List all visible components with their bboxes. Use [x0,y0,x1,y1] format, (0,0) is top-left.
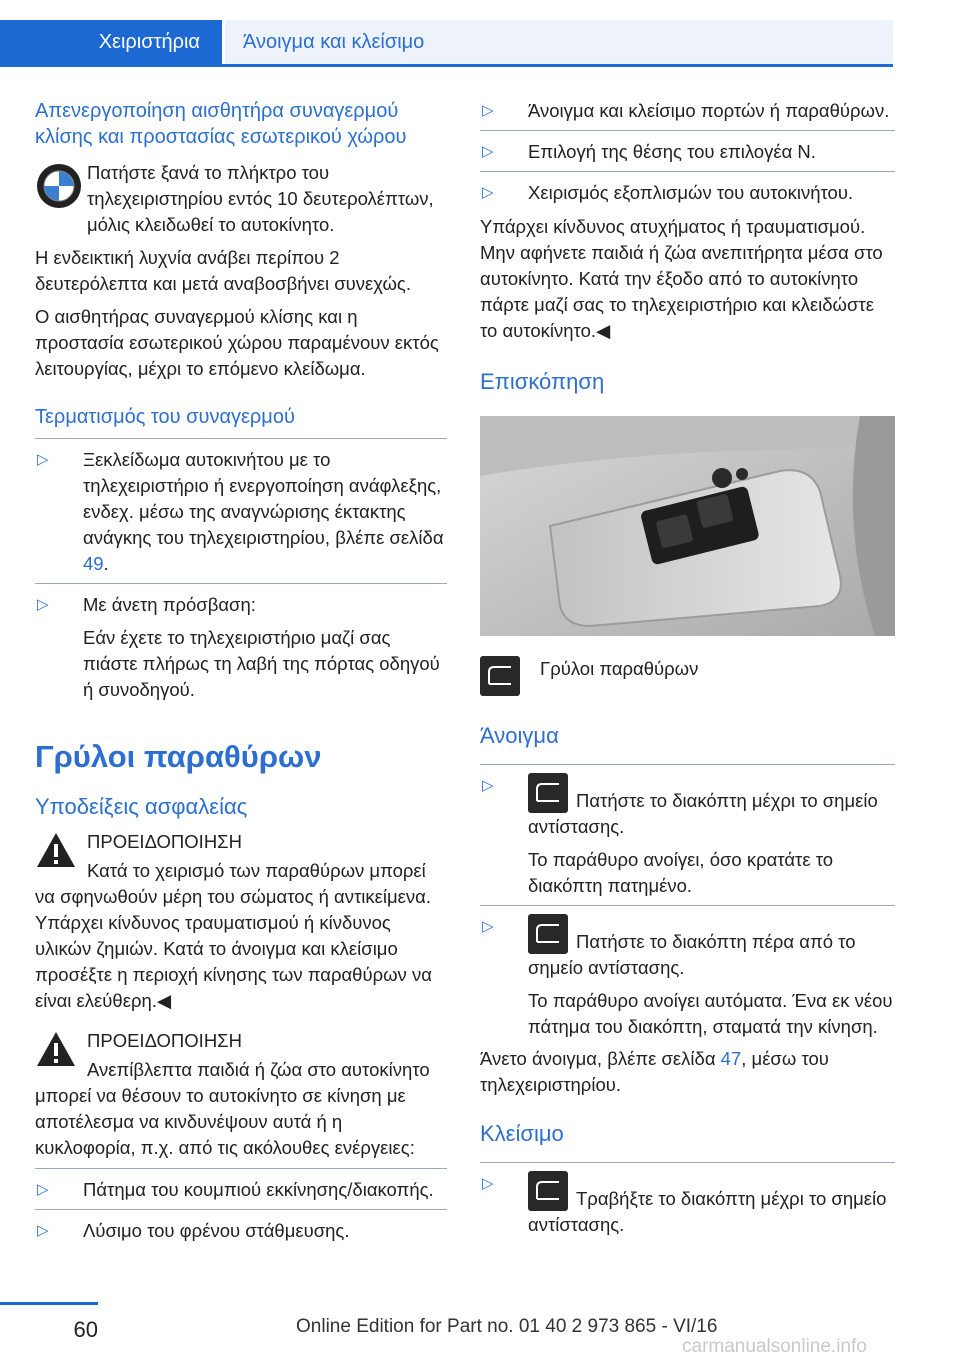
windows-heading: Γρύλοι παραθύρων [35,739,322,774]
warning-triangle-icon [35,831,77,869]
bullet-triangle-icon: ▷ [37,596,49,613]
window-switch-icon [480,656,520,696]
separator [480,764,895,765]
bullet-triangle-icon: ▷ [482,102,494,119]
bullet-text: Πατήστε το διακόπτη μέχρι το σημείο αντίστασης. [528,790,878,837]
photo-caption-row [480,656,895,700]
bullet-text: Επιλογή της θέσης του επιλογέα N. [528,141,816,162]
alarm-end-heading: Τερματισμός του συναγερμού [35,406,295,428]
window-switch-icon [528,773,568,813]
window-switch-icon [528,1171,568,1211]
photo-caption: Γρύλοι παραθύρων [540,658,699,679]
bullet-subtext: Το παράθυρο ανοίγει, όσο κρατάτε το διακόπτη πατημένο. [528,849,834,896]
right-column [480,98,895,1243]
bullet-text: Με άνετη πρόσβαση: [83,594,256,615]
warning-2-text: Ανεπίβλεπτα παιδιά ή ζώα στο αυτοκίνητο μπορεί να θέσουν το αυτοκίνητο σε κίνηση με αποτέλεσμα να κινδυνέψουν αυτά ή η κυκλοφορία, π.χ. από τις ακόλουθες ενέργειες: [35,1059,430,1158]
warning-2-label: ΠΡΟΕΙΔΟΠΟΙΗΣΗ [87,1030,242,1051]
separator [480,171,895,172]
list-item [35,1177,447,1203]
list-item [35,1218,447,1244]
list-item [480,773,895,899]
bullet-triangle-icon: ▷ [37,1181,49,1198]
list-item [35,592,447,703]
door-panel-image [480,416,895,636]
bullet-triangle-icon: ▷ [482,184,494,201]
comfort-paragraph [480,1046,895,1098]
list-item [35,447,447,577]
bullet-subtext: Το παράθυρο ανοίγει αυτόματα. Ένα εκ νέου πάτημα του διακόπτη, σταματά την κίνηση. [528,990,893,1037]
bullet-text: Τραβήξτε το διακόπτη μέχρι το σημείο αντίστασης. [528,1188,887,1235]
comfort-text: Άνετο άνοιγμα, βλέπε σελίδα [480,1048,721,1069]
page-link[interactable]: 47 [720,1048,742,1069]
bmw-logo-icon [35,162,83,210]
header-chapter-label: Άνοιγμα και κλείσιμο [243,30,425,53]
header-rule [0,64,893,67]
list-item [480,1171,895,1238]
page-number: 60 [73,1317,98,1342]
bullet-triangle-icon: ▷ [482,143,494,160]
bullet-end: . [103,553,109,574]
warning-2-label-row [35,1028,447,1054]
bullet-text: Άνοιγμα και κλείσιμο πορτών ή παραθύρων. [528,100,890,121]
list-item [480,139,895,165]
safety-heading: Υποδείξεις ασφαλείας [35,794,248,819]
header-section-label: Χειριστήρια [98,30,200,53]
bullet-text: Ξεκλείδωμα αυτοκινήτου με το τηλεχειριστήριο ή ενεργοποίηση ανάφλεξης, ενδεχ. μέσω της αναγνώρισης έκτακτης ανάγκης του τηλεχειριστηρίου, βλέπε σελίδα [83,449,444,548]
page-link[interactable]: 49 [83,553,104,574]
list-item [480,180,895,206]
deactivate-paragraph-1 [35,160,447,238]
warning-1-label: ΠΡΟΕΙΔΟΠΟΙΗΣΗ [87,831,242,852]
deactivate-text-1: Πατήστε ξανά το πλήκτρο του τηλεχειριστηρίου εντός 10 δευτερολέπτων, μόλις κλειδωθεί το αυτοκίνητο. [87,162,434,235]
edition-text: Online Edition for Part no. 01 40 2 973 865 - VI/16 [296,1316,718,1337]
separator [480,130,895,131]
bullet-text: Λύσιμο του φρένου στάθμευσης. [83,1220,350,1241]
bullet-text: Πατήστε το διακόπτη πέρα από το σημείο αντίστασης. [528,931,856,978]
bullet-triangle-icon: ▷ [482,918,494,935]
bullet-triangle-icon: ▷ [37,451,49,468]
bullet-triangle-icon: ▷ [482,1175,494,1192]
deactivate-paragraph-3: Ο αισθητήρας συναγερμού κλίσης και η προστασία εσωτερικού χώρου παραμένουν εκτός λειτουργίας, μέχρι το επόμενο κλείδωμα. [35,306,439,379]
bullet-triangle-icon: ▷ [37,1222,49,1239]
list-item [480,914,895,1040]
list-item [480,98,895,124]
window-switches-photo [480,416,895,636]
separator [35,583,447,584]
watermark: carmanualsonline.info [682,1336,867,1357]
separator [480,905,895,906]
comfort-end: , μέσω του τηλεχειριστηρίου. [480,1048,829,1095]
window-switch-icon [528,914,568,954]
separator [35,1209,447,1210]
separator [480,1162,895,1163]
opening-heading: Άνοιγμα [480,723,559,748]
bullet-triangle-icon: ▷ [482,777,494,794]
warning-1-text: Κατά το χειρισμό των παραθύρων μπορεί να σφηνωθούν μέρη του σώματος ή αντικείμενα. Υπάρχει κίνδυνος τραυματισμού ή κίνδυνος υλικών ζημιών. Κατά το άνοιγμα και κλείσιμο προσέξτε η περιοχή κίνησης των παραθύρων να είναι ελεύθερη.◀ [35,860,432,1011]
separator [35,438,447,439]
header-section-tab [0,20,222,64]
bullet-text: Πάτημα του κουμπιού εκκίνησης/διακοπής. [83,1179,434,1200]
footer-rule [0,1302,98,1305]
warning-triangle-icon [35,1030,77,1068]
overview-heading: Επισκόπηση [480,369,605,394]
left-column [35,98,447,1249]
bullet-text: Χειρισμός εξοπλισμών του αυτοκινήτου. [528,182,854,203]
closing-heading: Κλείσιμο [480,1121,564,1146]
risk-paragraph: Υπάρχει κίνδυνος ατυχήματος ή τραυματισμού. Μην αφήνετε παιδιά ή ζώα ανεπιτήρητα μέσα στο αυτοκίνητο. Κατά την έξοδο από το αυτοκίνητο πάρτε μαζί σας το τηλεχειριστήριο και κλειδώστε το αυτοκίνητο.◀ [480,216,883,341]
bullet-subtext: Εάν έχετε το τηλεχειριστήριο μαζί σας πιάστε πλήρως τη λαβή της πόρτας οδηγού ή συνοδηγού. [83,627,440,700]
separator [35,1168,447,1169]
warning-1-label-row [35,829,447,855]
header-chapter-tab [225,20,893,64]
deactivate-heading: Απενεργοποίηση αισθητήρα συναγερμού κλίσης και προστασίας εσωτερικού χώρου [35,100,407,148]
deactivate-paragraph-2: Η ενδεικτική λυχνία ανάβει περίπου 2 δευτερόλεπτα και μετά αναβοσβήνει συνεχώς. [35,247,411,294]
